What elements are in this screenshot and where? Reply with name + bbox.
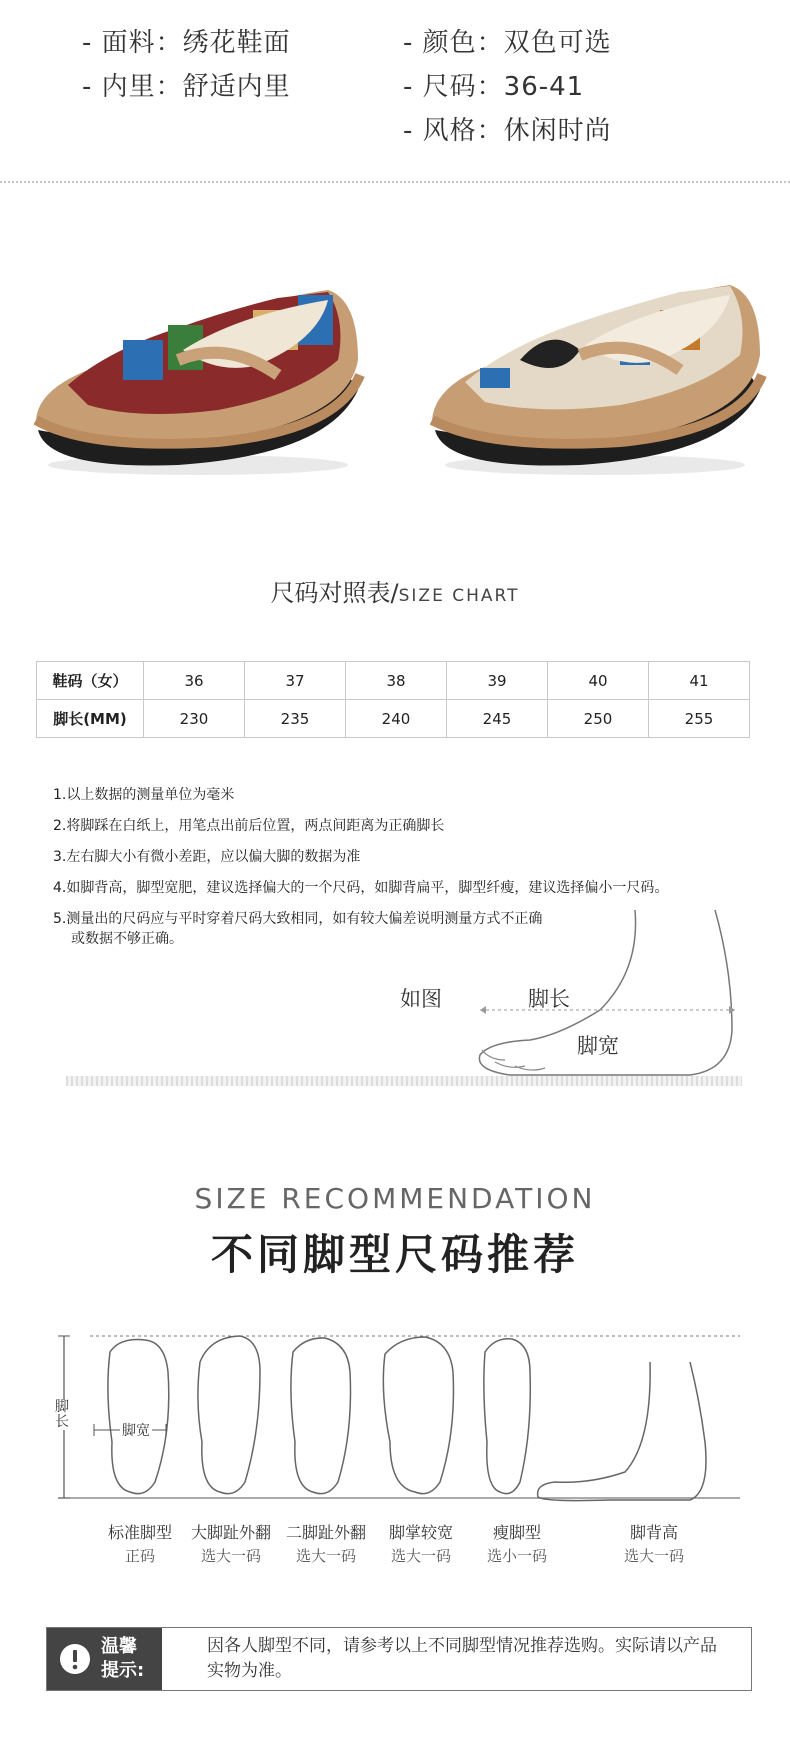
table-cell: 240 [346, 700, 447, 738]
divider [0, 181, 790, 183]
table-cell: 250 [548, 700, 649, 738]
size-chart-title [0, 573, 790, 608]
spec-fabric: - 面料：绣花鞋面 [82, 28, 291, 58]
size-table [36, 661, 750, 738]
foot-length-vertical-label: 脚长 [55, 1399, 69, 1430]
table-row [37, 700, 750, 738]
note-item: 1.以上数据的测量单位为毫米 [53, 787, 235, 803]
note-item: 4.如脚背高，脚型宽肥，建议选择偏大的一个尺码，如脚背扁平，脚型纤瘦，建议选择偏小一尺码。 [53, 880, 669, 896]
label-foot-length: 脚长 [528, 987, 570, 1011]
tip-label-line2: 提示: [101, 1660, 145, 1681]
table-row [37, 662, 750, 700]
spec-lining: - 内里：舒适内里 [82, 72, 291, 102]
tip-box [46, 1627, 752, 1691]
foot-type-name: 二脚趾外翻 [285, 1523, 366, 1542]
foot-type-advice: 选大一码 [295, 1547, 356, 1565]
foot-width-label: 脚宽 [120, 1420, 152, 1440]
label-foot-width: 脚宽 [577, 1034, 619, 1058]
paper-ground [66, 1076, 742, 1086]
foot-type-advice: 选小一码 [486, 1547, 547, 1565]
header-foot-length: 脚长(MM) [37, 700, 144, 738]
foot-type-name: 大脚趾外翻 [190, 1523, 271, 1542]
spec-color: - 颜色：双色可选 [403, 28, 612, 58]
shoe-image-right [420, 270, 770, 480]
shoe-image-left [28, 280, 368, 480]
table-cell: 40 [548, 662, 649, 700]
foot-type-advice: 选大一码 [200, 1547, 261, 1565]
foot-type-advice: 选大一码 [623, 1547, 684, 1565]
foot-type-name: 脚掌较宽 [388, 1523, 453, 1542]
exclamation-icon [59, 1643, 91, 1675]
foot-types-illustration [50, 1322, 750, 1512]
spec-size: - 尺码：36-41 [403, 72, 585, 102]
foot-type-name: 脚背高 [629, 1523, 678, 1542]
table-cell: 245 [447, 700, 548, 738]
table-cell: 37 [245, 662, 346, 700]
size-chart-title-zh: 尺码对照表 [270, 579, 391, 607]
spec-style: - 风格：休闲时尚 [403, 116, 612, 146]
note-item: 3.左右脚大小有微小差距，应以偏大脚的数据为准 [53, 849, 361, 865]
note-item-continuation: 或数据不够正确。 [71, 931, 183, 947]
tip-label-panel [47, 1628, 162, 1690]
table-cell: 230 [144, 700, 245, 738]
note-item: 2.将脚踩在白纸上，用笔点出前后位置，两点间距离为正确脚长 [53, 818, 445, 834]
label-as-shown: 如图 [400, 987, 442, 1011]
recommendation-title-en: SIZE RECOMMENDATION [194, 1182, 596, 1215]
tip-label-line1: 温馨 [101, 1636, 137, 1657]
header-shoe-size: 鞋码（女） [37, 662, 144, 700]
size-chart-title-separator: / [390, 579, 399, 607]
foot-type-advice: 正码 [124, 1547, 155, 1565]
table-cell: 235 [245, 700, 346, 738]
size-chart-title-en: SIZE CHART [398, 586, 520, 606]
foot-type-name: 标准脚型 [107, 1523, 172, 1542]
foot-type-advice: 选大一码 [390, 1547, 451, 1565]
tip-label [101, 1635, 144, 1683]
note-item: 5.测量出的尺码应与平时穿着尺码大致相同，如有较大偏差说明测量方式不正确 [53, 911, 543, 927]
table-cell: 39 [447, 662, 548, 700]
tip-text: 因各人脚型不同，请参考以上不同脚型情况推荐选购。实际请以产品实物为准。 [207, 1636, 717, 1681]
table-cell: 36 [144, 662, 245, 700]
table-cell: 38 [346, 662, 447, 700]
table-cell: 41 [649, 662, 750, 700]
recommendation-title-zh: 不同脚型尺码推荐 [210, 1230, 579, 1279]
foot-type-name: 瘦脚型 [492, 1523, 541, 1542]
table-cell: 255 [649, 700, 750, 738]
